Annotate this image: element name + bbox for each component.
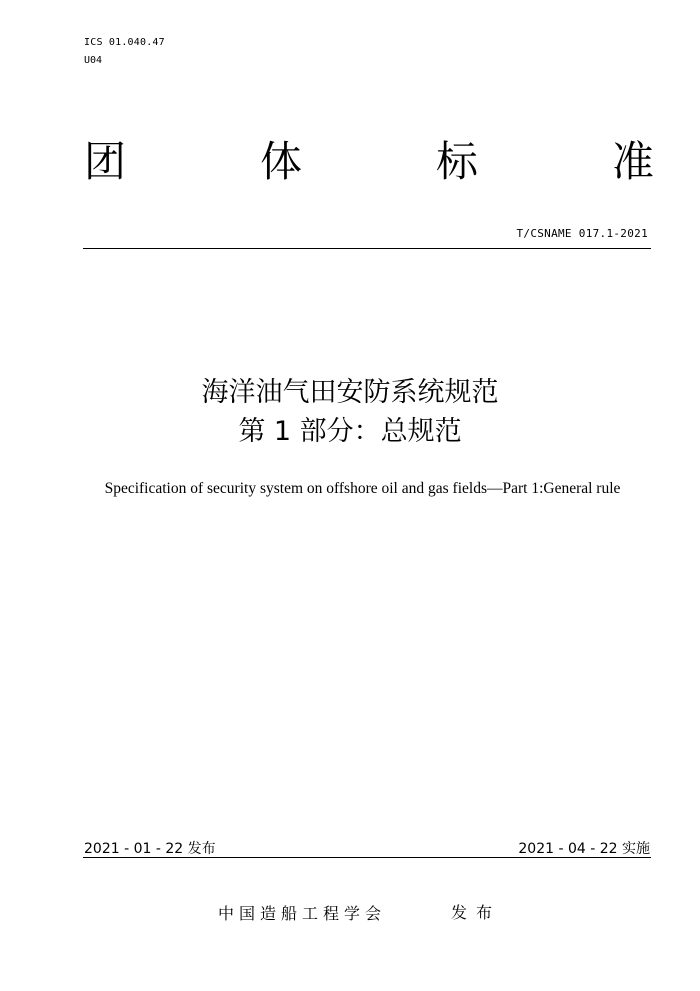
standard-type-char: 体 xyxy=(259,137,302,186)
ccs-code: U04 xyxy=(84,55,103,66)
bottom-divider xyxy=(83,857,651,858)
standard-type-char: 标 xyxy=(435,137,478,186)
title-chinese-line1: 海洋油气田安防系统规范 xyxy=(201,377,499,408)
title-chinese-line2: 第 1 部分：总规范 xyxy=(238,416,462,447)
top-divider xyxy=(83,248,651,249)
standard-code: T/CSNAME 017.1-2021 xyxy=(516,227,648,240)
title-english: Specification of security system on offshore oil and gas fields—Part 1:General rule xyxy=(104,480,621,497)
ics-code: ICS 01.040.47 xyxy=(84,37,165,48)
issue-date: 2021 - 01 - 22 发布 xyxy=(84,841,216,857)
publish-label: 发布 xyxy=(451,903,502,922)
standard-type-heading xyxy=(84,135,654,189)
publisher-name: 中国造船工程学会 xyxy=(218,904,387,923)
implementation-date: 2021 - 04 - 22 实施 xyxy=(518,841,650,857)
standard-type-char: 准 xyxy=(611,137,654,186)
standard-type-char: 团 xyxy=(84,137,127,186)
